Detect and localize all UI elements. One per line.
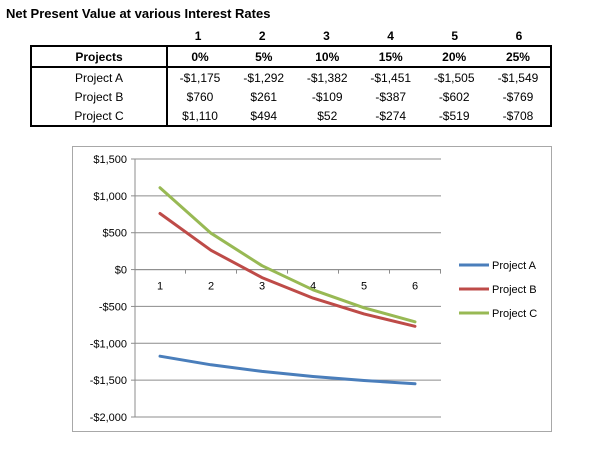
y-tick-label: -$500 <box>98 301 127 314</box>
project-name-cell: Project B <box>31 87 167 106</box>
npv-cell: -$274 <box>375 108 407 123</box>
npv-cell: -$1,175 <box>179 70 221 85</box>
x-tick-label: 6 <box>411 280 419 293</box>
column-number: 1 <box>194 29 202 43</box>
column-number: 6 <box>515 29 523 43</box>
y-tick-label: $500 <box>102 227 127 240</box>
x-tick-label: 2 <box>207 280 215 293</box>
legend-label: Project B <box>492 284 537 296</box>
project-name-cell: Project C <box>31 106 167 126</box>
y-tick-label: -$2,000 <box>89 412 127 424</box>
npv-table <box>30 45 552 127</box>
table-row <box>31 87 551 106</box>
npv-cell: -$602 <box>438 89 470 104</box>
x-tick-label: 3 <box>258 280 266 293</box>
npv-cell: -$1,292 <box>243 70 285 85</box>
npv-cell: -$1,549 <box>497 70 539 85</box>
npv-cell: -$387 <box>375 89 407 104</box>
rate-header: 10% <box>315 49 340 64</box>
y-tick-label: $0 <box>114 264 127 277</box>
npv-chart <box>72 146 552 432</box>
npv-cell: $261 <box>250 89 278 104</box>
series-line-project-c <box>160 188 415 322</box>
x-tick-label: 1 <box>156 280 164 293</box>
npv-cell: $52 <box>317 108 338 123</box>
npv-cell: -$109 <box>311 89 343 104</box>
npv-cell: $760 <box>186 89 214 104</box>
table-row <box>31 67 551 87</box>
rate-header: 5% <box>255 49 273 64</box>
table-row <box>31 106 551 126</box>
x-tick-label: 5 <box>360 280 368 293</box>
npv-cell: $494 <box>250 108 278 123</box>
x-tick-label: 4 <box>309 280 317 293</box>
y-tick-label: $1,500 <box>93 154 127 166</box>
column-number: 4 <box>387 29 394 43</box>
page-title: Net Present Value at various Interest Rates <box>6 6 271 21</box>
npv-cell: $1,110 <box>182 108 218 123</box>
rate-header: 25% <box>505 49 530 64</box>
npv-cell: -$1,451 <box>370 70 412 85</box>
column-number: 2 <box>258 29 266 43</box>
column-number: 5 <box>451 29 459 43</box>
column-number-row <box>166 29 551 45</box>
y-tick-label: $1,000 <box>93 190 127 203</box>
npv-cell: -$708 <box>502 108 534 123</box>
table-header-row <box>31 46 551 67</box>
npv-cell: -$519 <box>438 108 470 123</box>
y-tick-label: -$1,000 <box>89 338 127 351</box>
legend-label: Project C <box>492 308 538 320</box>
rate-header: 0% <box>191 49 209 64</box>
rate-header: 20% <box>442 49 467 64</box>
npv-cell: -$1,382 <box>306 70 348 85</box>
project-name-cell: Project A <box>31 67 167 87</box>
projects-header: Projects <box>31 46 167 67</box>
column-number: 3 <box>323 29 330 43</box>
npv-cell: -$1,505 <box>433 70 475 85</box>
legend-label: Project A <box>492 260 537 272</box>
line-chart <box>73 147 553 433</box>
rate-header: 15% <box>378 49 403 64</box>
npv-cell: -$769 <box>502 89 534 104</box>
y-tick-label: -$1,500 <box>89 375 127 388</box>
